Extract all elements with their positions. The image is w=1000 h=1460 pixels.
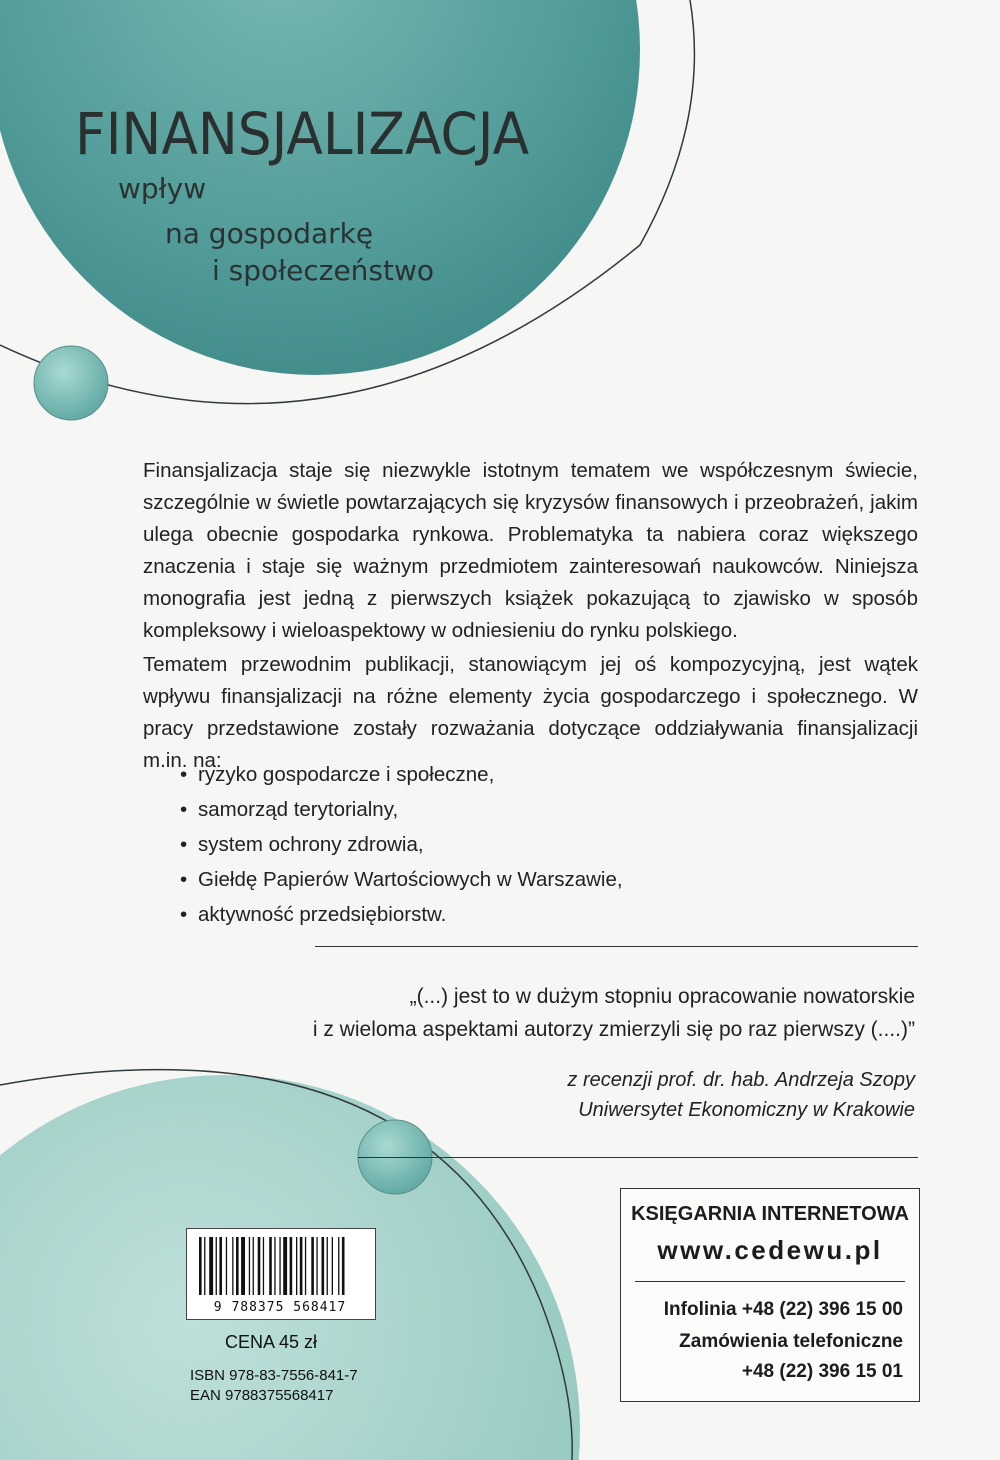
description-paragraph-2: Tematem przewodnim publikacji, stanowiącym jej oś kompozycyjną, jest wątek wpływu finansjalizacji na różne elementy życia gospodarczego i społecznego. W pracy przedstawione zostały rozważania dotyczące oddziaływania finansjalizacji m.in. na:: [143, 653, 918, 772]
online-shop-box: [620, 1188, 920, 1402]
divider-top: [315, 946, 918, 947]
shop-url-link[interactable]: www.cedewu.pl: [657, 1235, 883, 1265]
shop-heading: KSIĘGARNIA INTERNETOWA: [631, 1203, 909, 1225]
list-item: • aktywność przedsiębiorstw.: [180, 897, 623, 932]
divider-bottom: [358, 1157, 918, 1158]
review-attribution: [567, 1065, 915, 1125]
subtitle-line-3: i społeczeństwo: [212, 254, 435, 287]
isbn: ISBN 978-83-7556-841-7: [190, 1367, 358, 1384]
list-item: • system ochrony zdrowia,: [180, 827, 623, 862]
ean: EAN 9788375568417: [190, 1387, 334, 1404]
hotline: Infolinia +48 (22) 396 15 00: [663, 1299, 903, 1320]
isbn-block: [190, 1366, 358, 1406]
orders-phone: +48 (22) 396 15 01: [741, 1361, 903, 1382]
subtitle-line-2: na gospodarkę: [165, 217, 374, 250]
list-item: • Giełdę Papierów Wartościowych w Warszawie,: [180, 862, 623, 897]
barcode-bars-icon: [187, 1229, 375, 1299]
book-title: FINANSJALIZACJA: [75, 100, 530, 168]
topics-list: [180, 757, 623, 932]
attribution-line-1: z recenzji prof. dr. hab. Andrzeja Szopy: [567, 1069, 915, 1091]
shop-divider: [635, 1281, 905, 1282]
price: CENA 45 zł: [225, 1332, 318, 1352]
barcode-digits: 9 788375 568417: [213, 1300, 347, 1315]
list-item: • ryzyko gospodarcze i społeczne,: [180, 757, 623, 792]
quote-line-1: „(...) jest to w dużym stopniu opracowanie nowatorskie: [409, 985, 915, 1008]
subtitle-line-1: wpływ: [118, 172, 207, 205]
orders-label: Zamówienia telefoniczne: [679, 1331, 903, 1352]
quote-line-2: i z wieloma aspektami autorzy zmierzyli się po raz pierwszy (....)”: [312, 1018, 915, 1041]
attribution-line-2: Uniwersytet Ekonomiczny w Krakowie: [578, 1099, 915, 1121]
top-teal-circle: [0, 0, 640, 375]
list-item: • samorząd terytorialny,: [180, 792, 623, 827]
top-small-ball: [34, 346, 108, 420]
review-quote: [313, 980, 915, 1046]
description-paragraph-1: Finansjalizacja staje się niezwykle istotnym tematem we współczesnym świecie, szczególnie w świetle powtarzających się kryzysów finansowych i przeobrażeń, jakim ulega obecnie gospodarka rynkowa. Problematyka ta nabiera coraz większego znaczenia i staje się ważnym przedmiotem zainteresowań naukowców. Niniejsza monografia jest jedną z pierwszych książek pokazującą to zjawisko w sposób kompleksowy i wieloaspektowy w odniesieniu do rynku polskiego.: [143, 459, 918, 642]
